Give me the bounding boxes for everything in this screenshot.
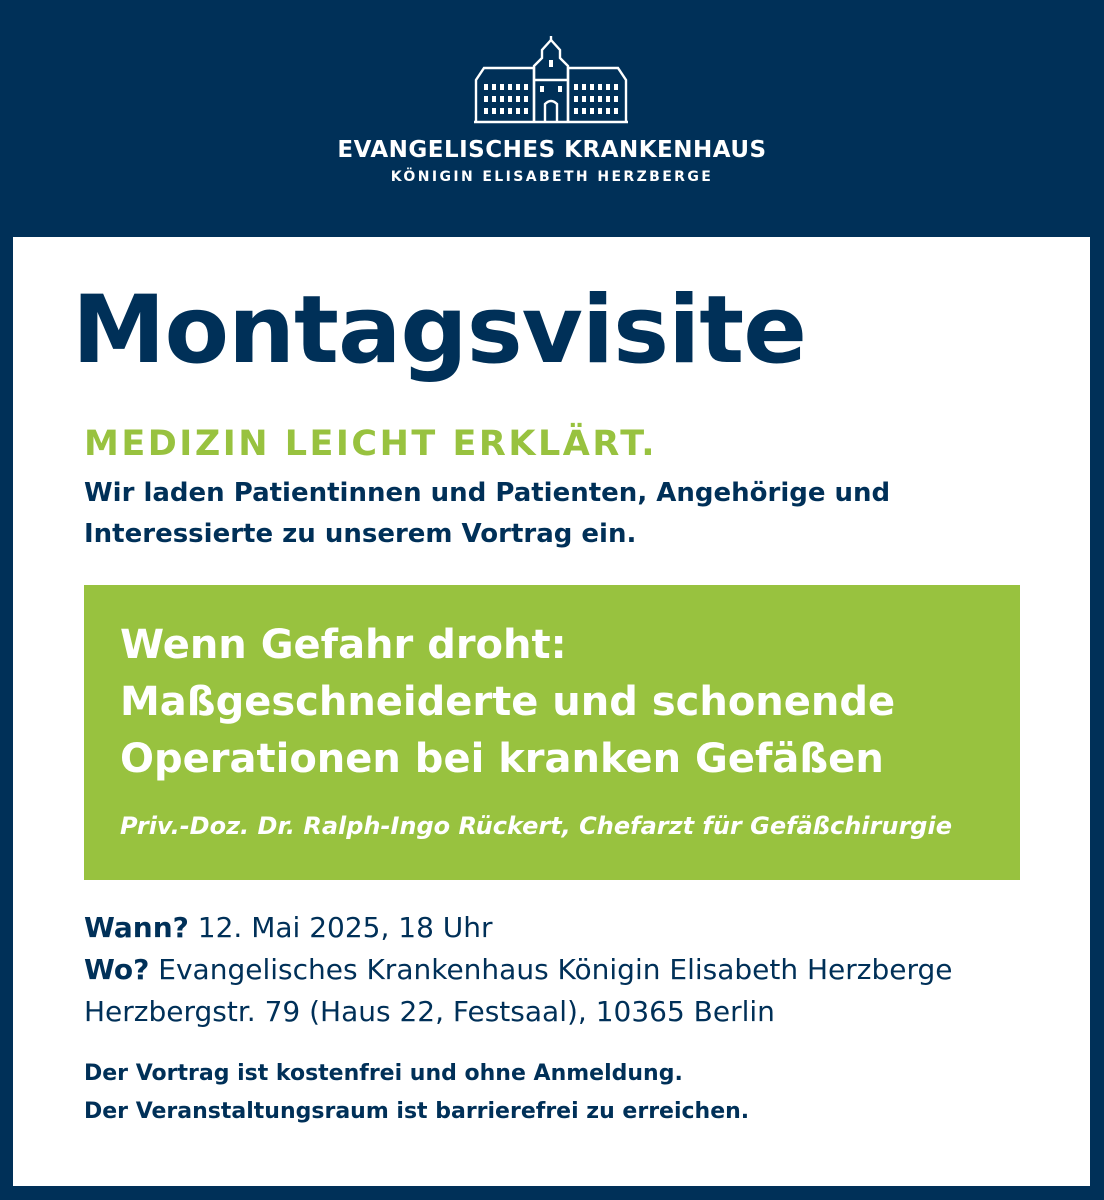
note-line: Der Vortrag ist kostenfrei und ohne Anmeldung. bbox=[84, 1061, 683, 1086]
when-row bbox=[84, 907, 1044, 949]
talk-title-line: Operationen bei kranken Gefäßen bbox=[120, 736, 884, 782]
address-line: Herzbergstr. 79 (Haus 22, Festsaal), 10365 Berlin bbox=[84, 995, 775, 1028]
talk-title-line: Maßgeschneiderte und schonende bbox=[120, 679, 896, 725]
when-value: 12. Mai 2025, 18 Uhr bbox=[197, 911, 493, 944]
where-value: Evangelisches Krankenhaus Königin Elisabeth Herzberge bbox=[158, 953, 953, 986]
header-banner bbox=[0, 0, 1104, 237]
event-details bbox=[84, 907, 1044, 1033]
intro-line: Wir laden Patientinnen und Patienten, Angehörige und bbox=[84, 478, 891, 508]
intro-text bbox=[84, 473, 984, 555]
note-line: Der Veranstaltungsraum ist barrierefrei zu erreichen. bbox=[84, 1099, 750, 1124]
talk-title-line: Wenn Gefahr droht: bbox=[120, 622, 567, 668]
intro-line: Interessierte zu unserem Vortrag ein. bbox=[84, 519, 637, 549]
when-label: Wann? bbox=[84, 911, 189, 944]
tagline: MEDIZIN LEICHT ERKLÄRT. bbox=[84, 424, 658, 464]
hospital-building-logo-icon bbox=[472, 36, 630, 126]
organization-name: EVANGELISCHES KRANKENHAUS bbox=[337, 137, 767, 163]
talk-title bbox=[120, 617, 1000, 788]
speaker-name: Priv.-Doz. Dr. Ralph-Ingo Rückert, Chefarzt für Gefäßchirurgie bbox=[120, 812, 952, 840]
where-label: Wo? bbox=[84, 953, 150, 986]
notes bbox=[84, 1055, 984, 1131]
organization-subtitle: KÖNIGIN ELISABETH HERZBERGE bbox=[390, 169, 714, 185]
page-title: Montagsvisite bbox=[72, 276, 806, 385]
where-row bbox=[84, 949, 1044, 991]
